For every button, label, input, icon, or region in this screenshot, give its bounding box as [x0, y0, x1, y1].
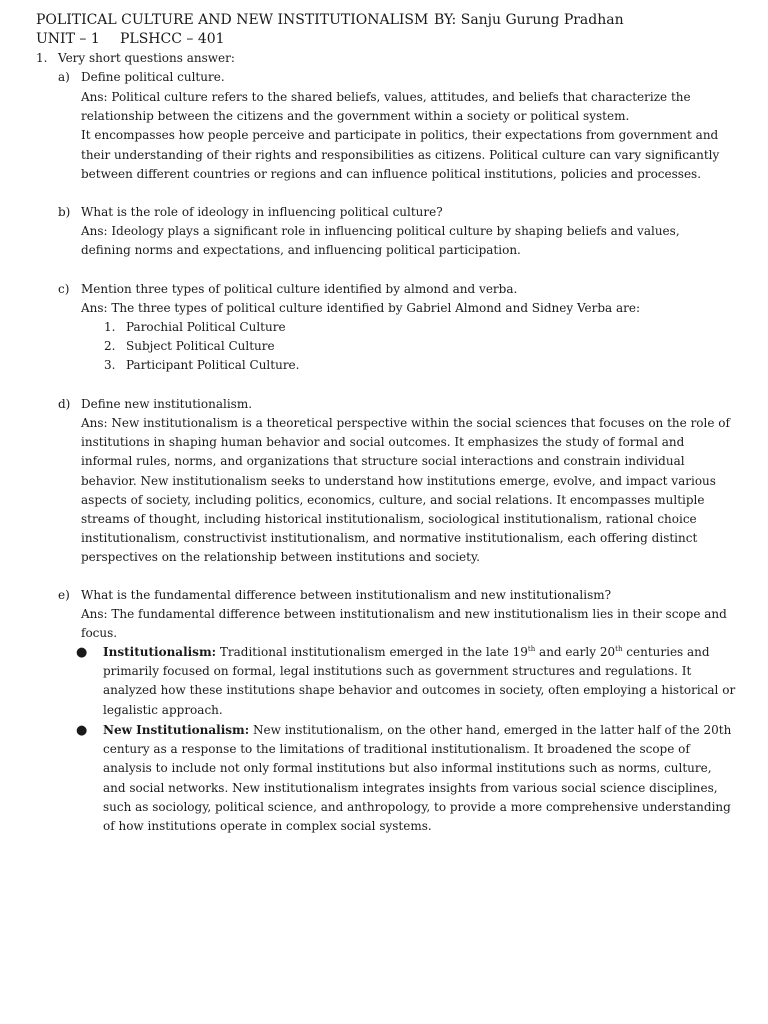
list-text: Parochial Political Culture — [126, 320, 286, 334]
answer-a — [81, 88, 731, 184]
question-text: What is the role of ideology in influencing political culture? — [81, 205, 443, 219]
course-code: PLSHCC – 401 — [120, 31, 225, 47]
question-a — [58, 68, 225, 87]
bullet-institutionalism — [76, 643, 736, 720]
question-c — [58, 280, 518, 299]
document-header-row-2 — [36, 30, 225, 49]
section-title: Very short questions answer: — [58, 51, 235, 65]
question-d — [58, 395, 253, 414]
list-number: 2. — [104, 339, 116, 353]
author-line: BY: Sanju Gurung Pradhan — [434, 12, 624, 28]
bullet-text-part: New institutionalism, on the other hand, emerged in the latter half of the 20th century as a response to the limitations of traditional institutionalism. It broadened the scope of analysis to include not only formal institutions but also informal institutions such as norms, culture, and social networks. New institutionalism integrates insights from various social science disciplines, such as sociology, political science, and anthropology, to provide a more comprehensive understanding of how institutions operate in complex social systems. — [103, 723, 732, 834]
list-text: Subject Political Culture — [126, 339, 275, 353]
question-text: Mention three types of political culture identified by almond and verba. — [81, 282, 518, 296]
question-label: d) — [58, 397, 71, 411]
answer-paragraph: Ans: The three types of political culture identified by Gabriel Almond and Sidney Verba are: — [81, 301, 641, 315]
question-text: Define political culture. — [81, 70, 225, 84]
answer-paragraph: Ans: New institutionalism is a theoretical perspective within the social sciences that focuses on the role of institutions in shaping human behavior and social outcomes. It emphasizes the study of formal and informal rules, norms, and organizations that structure social interactions and constrain individual behavior. New institutionalism seeks to understand how institutions emerge, evolve, and impact various aspects of society, including politics, economics, culture, and social relations. It encompasses multiple streams of thought, including historical institutionalism, sociological institutionalism, rational choice institutionalism, constructivist institutionalism, and normative institutionalism, each offering distinct perspectives on the relationship between institutions and society. — [81, 416, 730, 565]
bullet-text-part: and early 20 — [535, 645, 616, 659]
list-number: 3. — [104, 358, 116, 372]
question-label: e) — [58, 588, 70, 602]
answer-paragraph: It encompasses how people perceive and participate in politics, their expectations from government and their understanding of their rights and responsibilities as citizens. Political culture can vary significantly between different countries or regions and can influence political institutions, policies and processes. — [81, 128, 720, 181]
list-text: Participant Political Culture. — [126, 358, 300, 372]
question-e — [58, 586, 612, 605]
answer-paragraph: Ans: Political culture refers to the shared beliefs, values, attitudes, and beliefs that characterize the relationship between the citizens and the government within a society or political system. — [81, 90, 691, 124]
question-b — [58, 203, 443, 222]
question-label: c) — [58, 282, 70, 296]
answer-paragraph: Ans: Ideology plays a significant role in influencing political culture by shaping beliefs and values, defining norms and expectations, and influencing political participation. — [81, 224, 680, 258]
question-text: Define new institutionalism. — [81, 397, 253, 411]
section-number: 1. — [36, 51, 48, 65]
bullet-icon: ● — [76, 645, 88, 660]
list-item — [104, 337, 275, 356]
bullet-new-institutionalism — [76, 721, 736, 836]
bullet-term: New Institutionalism: — [103, 723, 250, 737]
bullet-term: Institutionalism: — [103, 645, 217, 659]
bullet-icon: ● — [76, 723, 88, 738]
answer-e — [81, 605, 731, 643]
document-title: POLITICAL CULTURE AND NEW INSTITUTIONALISM — [36, 12, 429, 28]
superscript: th — [615, 645, 623, 653]
answer-b — [81, 222, 731, 260]
question-label: b) — [58, 205, 71, 219]
bullet-text — [103, 643, 736, 720]
question-text: What is the fundamental difference between institutionalism and new institutionalism? — [81, 588, 612, 602]
bullet-text — [103, 721, 736, 836]
list-number: 1. — [104, 320, 116, 334]
list-item — [104, 356, 300, 375]
answer-d — [81, 414, 731, 568]
bullet-text-part: centuries and primarily focused on formal, legal institutions such as government structures and regulations. It analyzed how these institutions shape behavior and outcomes in society, often employing a historical or legalistic approach. — [103, 645, 736, 717]
document-header-row-1 — [36, 11, 624, 30]
section-heading — [36, 49, 235, 68]
question-label: a) — [58, 70, 70, 84]
answer-paragraph: Ans: The fundamental difference between institutionalism and new institutionalism lies in their scope and focus. — [81, 607, 727, 641]
superscript: th — [527, 645, 536, 653]
answer-c — [81, 299, 731, 318]
bullet-text-part: Traditional institutionalism emerged in the late 19 — [216, 645, 528, 659]
list-item — [104, 318, 286, 337]
unit-label: UNIT – 1 — [36, 31, 100, 47]
